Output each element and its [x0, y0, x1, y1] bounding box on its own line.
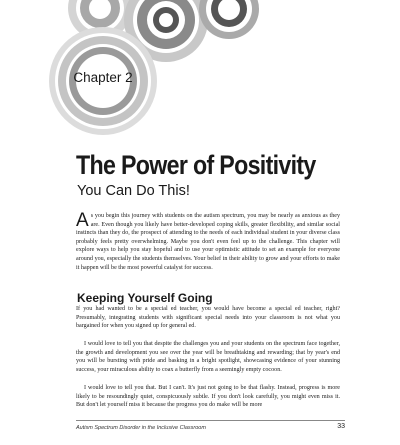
page-number: 33	[337, 423, 345, 430]
page-subtitle: You Can Do This!	[77, 183, 190, 199]
body-paragraph-3: I would love to tell you that. But I can't. It's just not going to be that flashy. Instead, progress is more likely to be resoundingly quiet, conspicuously subtle. If you don't look carefully, you might even miss it. But don't let yourself miss it because the progress you do make will be more	[76, 385, 340, 409]
decorative-circles	[0, 0, 400, 135]
footer-divider	[76, 420, 345, 421]
footer-book-title: Autism Spectrum Disorder in the Inclusive Classroom	[76, 425, 206, 431]
drop-cap: A	[76, 210, 89, 231]
intro-text: s you begin this journey with students on the autism spectrum, you may be nearly as anxious as they are. Even though you likely have better-developed coping skills, greater flexibility, and similar social instincts than they do, the prospect of attending to the needs of each individual student in your diverse class probably feels pretty overwhelming. Maybe you don't even feel up to the challenge. This chapter will explore ways to help you stay hopeful and to use your optimistic attitude to set an example for everyone around you, especially the students themselves. Your belief in their ability to grow and your efforts to make it happen will be the most powerful catalyst for success.	[76, 213, 340, 271]
page-title: The Power of Positivity	[76, 150, 316, 180]
body-paragraph-2: I would love to tell you that despite the challenges you and your students on the spectrum face together, the growth and development you see over the year will be breathtaking and rewarding; that by year's end you will be bursting with pride and basking in a bright spotlight, showcasing evidence of your stunning success, your miraculous ability to coax a butterfly from a seemingly empty cocoon.	[76, 341, 340, 373]
body-paragraph-1: If you had wanted to be a special ed teacher, you would have become a special ed teacher, right? Presumably, integrating students with significant special needs into your classroom is not what you bargained for when you signed up for general ed.	[76, 306, 340, 330]
intro-paragraph	[76, 212, 340, 272]
section-heading: Keeping Yourself Going	[77, 291, 213, 305]
circle-top-right	[199, 0, 259, 39]
chapter-label: Chapter 2	[73, 70, 133, 85]
